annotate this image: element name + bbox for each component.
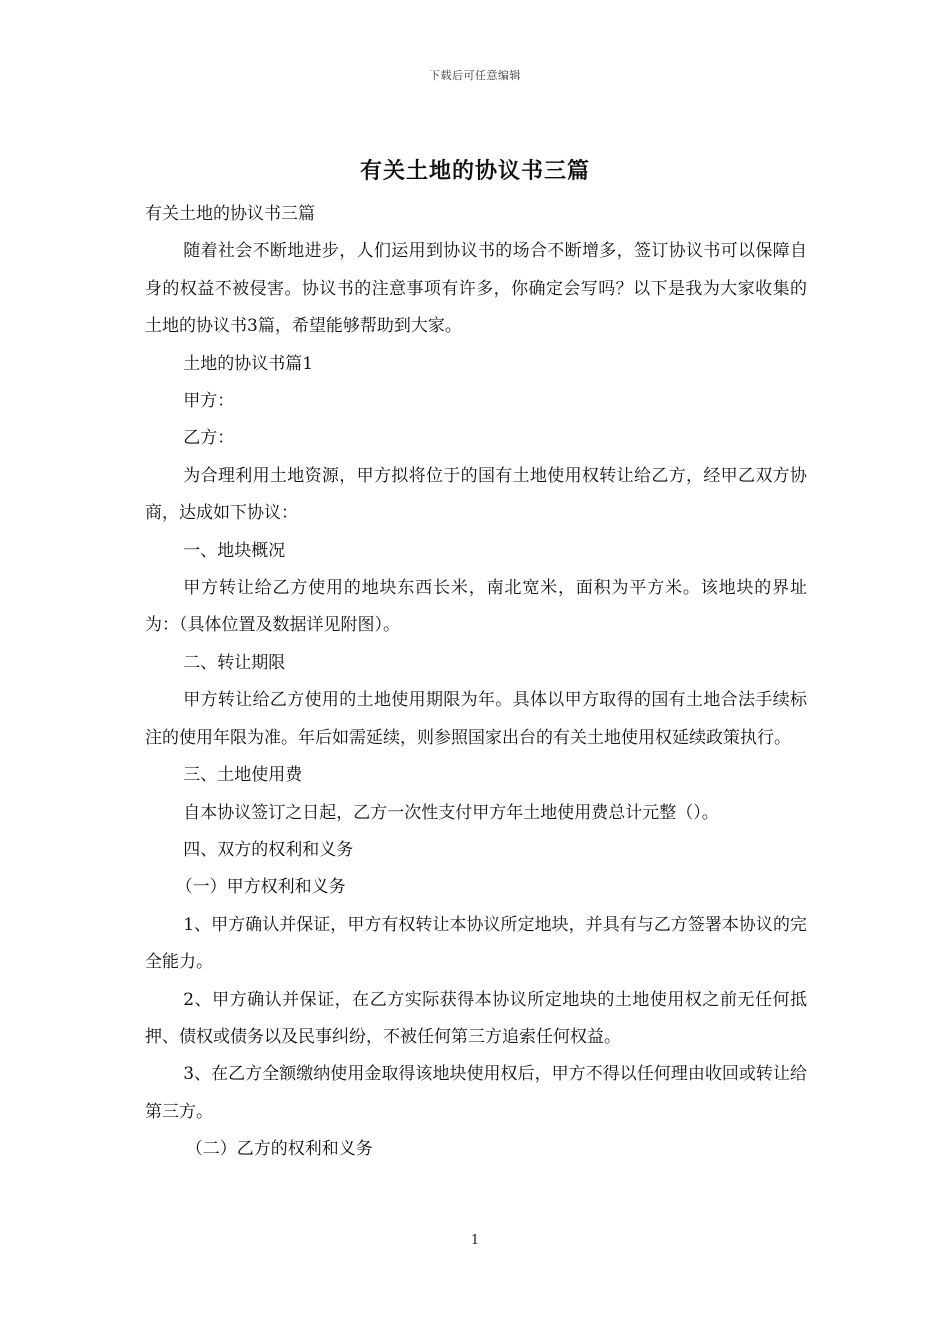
party-a-item-3: 3、在乙方全额缴纳使用金取得该地块使用权后，甲方不得以任何理由收回或转让给第三方。 [145,1064,807,1122]
clause-heading-2: 二、转让期限 [183,652,286,673]
header-note: 下载后可任意编辑 [429,69,521,82]
document-body [145,196,807,1169]
clause-heading-1: 一、地块概况 [183,540,286,561]
party-a-item-1: 1、甲方确认并保证，甲方有权转让本协议所定地块，并具有与乙方签署本协议的完全能力。 [145,914,807,973]
party-a-line: 甲方： [183,391,235,412]
subtitle-paragraph: 有关土地的协议书三篇 [145,204,315,224]
party-a-item-2: 2、甲方确认并保证，在乙方实际获得本协议所定地块的土地使用权之前无任何抵押、债权或债务以及民事纠纷，不被任何第三方追索任何权益。 [145,989,807,1047]
intro-paragraph: 随着社会不断地进步，人们运用到协议书的场合不断增多，签订协议书可以保障自身的权益不被侵害。协议书的注意事项有许多，你确定会写吗？以下是我为大家收集的土地的协议书3篇，希望能够帮助到大家。 [145,241,807,337]
clause-heading-4: 四、双方的权利和义务 [183,839,354,860]
clause-1-paragraph: 甲方转让给乙方使用的地块东西长米，南北宽米，面积为平方米。该地块的界址为：（具体位置及数据详见附图）。 [145,578,807,636]
clause-heading-3: 三、土地使用费 [183,765,303,786]
clause-2-paragraph: 甲方转让给乙方使用的土地使用期限为年。具体以甲方取得的国有土地合法手续标注的使用年限为准。年后如需延续，则参照国家出台的有关土地使用权延续政策执行。 [145,690,807,748]
clause-3-paragraph: 自本协议签订之日起，乙方一次性支付甲方年土地使用费总计元整（）。 [183,802,719,823]
section-heading-agreement-1: 土地的协议书篇1 [183,353,314,374]
subclause-heading-party-b: （二）乙方的权利和义务 [185,1139,373,1160]
document-title: 有关土地的协议书三篇 [359,158,590,184]
party-b-line: 乙方： [183,428,235,449]
subclause-heading-party-a: （一）甲方权利和义务 [175,877,346,898]
preamble-paragraph: 为合理利用土地资源，甲方拟将位于的国有土地使用权转让给乙方，经甲乙双方协商，达成如下协议： [145,465,807,524]
page-number: 1 [470,1233,480,1248]
